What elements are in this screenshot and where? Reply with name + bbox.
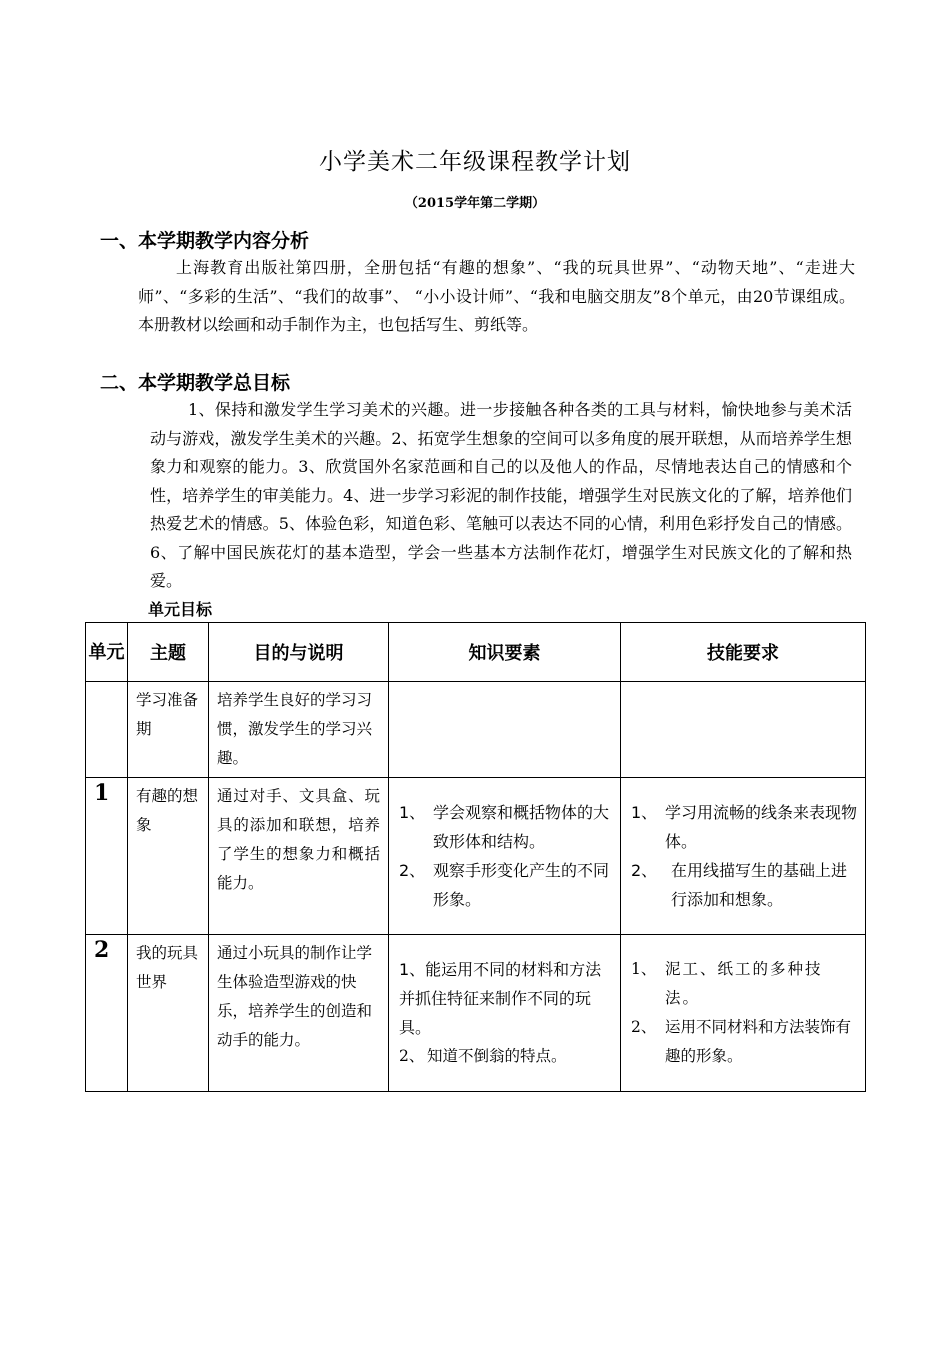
header-unit: 单元 bbox=[86, 623, 128, 682]
row-theme-cell: 学习准备期 bbox=[128, 682, 209, 778]
list-item: 1、 学习用流畅的线条来表现物体。 bbox=[631, 803, 858, 851]
row-unit-cell: 1 bbox=[86, 778, 128, 935]
overall-goals-paragraph: 1、保持和激发学生学习美术的兴趣。进一步接触各种各类的工具与材料，愉快地参与美术活动与游戏，激发学生美术的兴趣。2、拓宽学生想象的空间可以多角度的展开联想，从而培养学生想象力和观察的能力。3、欣赏国外名家范画和自己的以及他人的作品，尽情地表达自己的情感和个性，培养学生的审美能力。4、进一步学习彩泥的制作技能，增强学生对民族文化的了解，培养他们热爱艺术的情感。5、体验色彩，知道色彩、笔触可以表达不同的心情，利用色彩抒发自己的情感。6、了解中国民族花灯的基本造型，学会一些基本方法制作花灯，增强学生对民族文化的了解和热爱。 bbox=[150, 400, 852, 590]
row-knowledge-cell bbox=[389, 682, 621, 778]
table-row bbox=[86, 935, 866, 1092]
row-purpose-cell: 通过对手、文具盒、玩具的添加和联想，培养了学生的想象力和概括能力。 bbox=[209, 778, 389, 935]
row-unit-cell: 2 bbox=[86, 935, 128, 1092]
page-title: 小学美术二年级课程教学计划 bbox=[319, 149, 631, 175]
table-header-row bbox=[86, 623, 866, 682]
row-unit-cell bbox=[86, 682, 128, 778]
table-row bbox=[86, 682, 866, 778]
row-theme-cell: 我的玩具世界 bbox=[128, 935, 209, 1092]
row-skill-cell bbox=[621, 778, 866, 935]
row-skill-cell bbox=[621, 682, 866, 778]
list-item: 1、能运用不同的材料和方法并抓住特征来制作不同的玩具。 bbox=[399, 960, 602, 1037]
section-heading-overall-goals: 二、本学期教学总目标 bbox=[100, 372, 291, 394]
section-heading-content-analysis: 一、本学期教学内容分析 bbox=[100, 230, 310, 252]
unit-goals-label: 单元目标 bbox=[148, 600, 213, 619]
row-knowledge-cell bbox=[389, 778, 621, 935]
header-skill: 技能要求 bbox=[621, 623, 866, 682]
list-item: 2、 运用不同材料和方法装饰有趣的形象。 bbox=[631, 1018, 852, 1065]
list-item: 2、 知道不倒翁的特点。 bbox=[399, 1047, 567, 1065]
row-purpose-cell: 通过小玩具的制作让学生体验造型游戏的快乐，培养学生的创造和动手的能力。 bbox=[209, 935, 389, 1092]
list-item: 1、 泥工、纸工的多种技法。 bbox=[631, 960, 823, 1007]
row-knowledge-cell bbox=[389, 935, 621, 1092]
list-item: 2、 在用线描写生的基础上进行添加和想象。 bbox=[631, 861, 848, 909]
header-knowledge: 知识要素 bbox=[389, 623, 621, 682]
table-row bbox=[86, 778, 866, 935]
header-purpose: 目的与说明 bbox=[209, 623, 389, 682]
list-item: 1、 学会观察和概括物体的大致形体和结构。 bbox=[399, 803, 610, 851]
page-subtitle: （2015学年第二学期） bbox=[404, 196, 546, 211]
row-purpose-cell: 培养学生良好的学习习惯，激发学生的学习兴趣。 bbox=[209, 682, 389, 778]
row-theme-cell: 有趣的想象 bbox=[128, 778, 209, 935]
unit-goals-table bbox=[85, 622, 866, 1092]
list-item: 2、 观察手形变化产生的不同形象。 bbox=[399, 861, 610, 909]
content-analysis-paragraph: 上海教育出版社第四册，全册包括“有趣的想象”、“我的玩具世界”、“动物天地”、“走进大师”、“多彩的生活”、“我们的故事”、 “小小设计师”、“我和电脑交朋友”8个单元，由20节课组成。本册教材以绘画和动手制作为主，也包括写生、剪纸等。 bbox=[138, 258, 855, 334]
header-theme: 主题 bbox=[128, 623, 209, 682]
row-skill-cell bbox=[621, 935, 866, 1092]
